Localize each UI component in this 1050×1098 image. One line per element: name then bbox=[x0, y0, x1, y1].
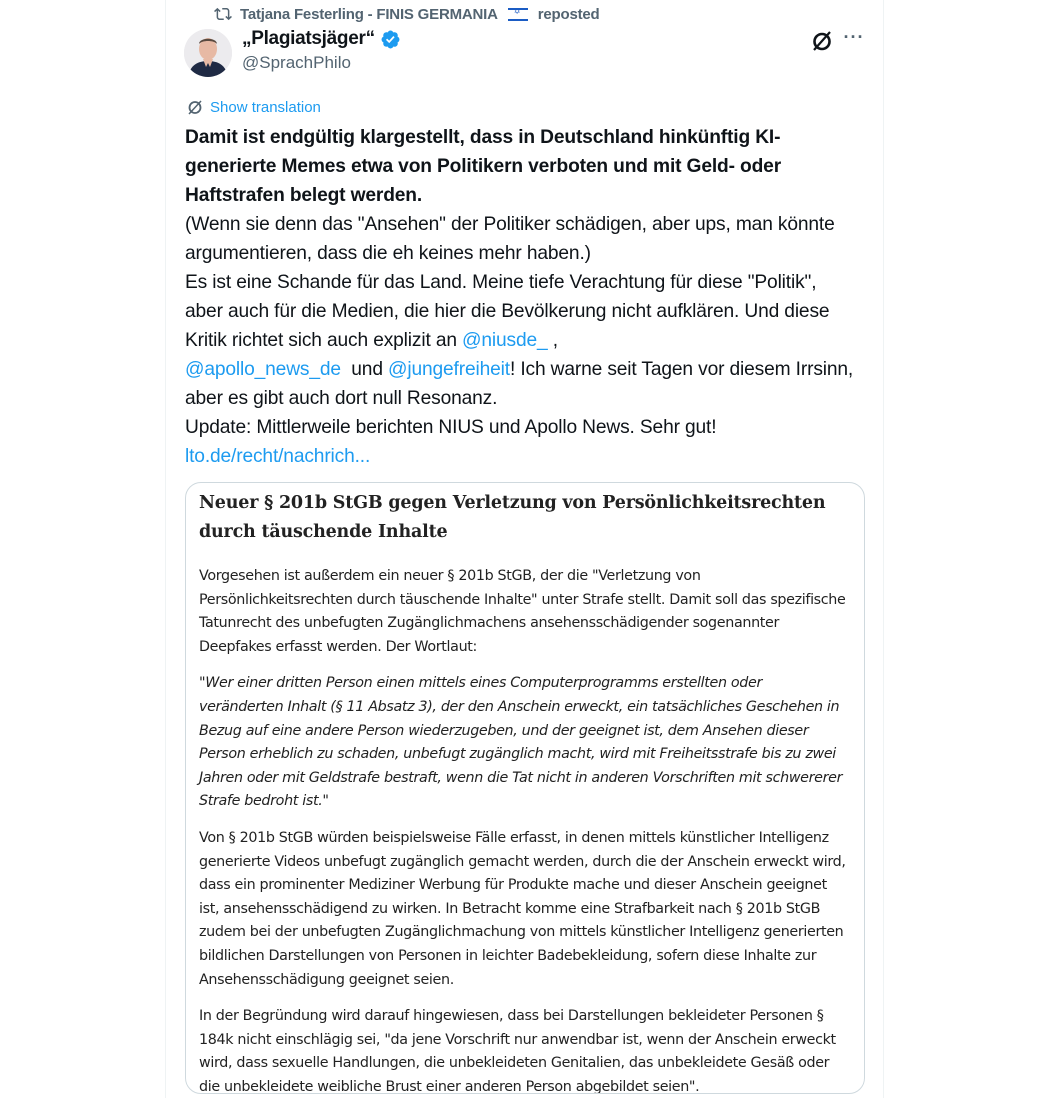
avatar-image bbox=[184, 29, 232, 77]
verified-badge-icon bbox=[380, 29, 401, 50]
show-translation-link[interactable] bbox=[186, 98, 321, 116]
tweet-text-span: und bbox=[340, 359, 389, 380]
repost-indicator[interactable] bbox=[214, 4, 600, 24]
card-paragraph-1: Vorgesehen ist außerdem ein neuer § 201b StGB, der die "Verletzung von Persönlichkeitsrechten durch täuschende Inhalte" unter Strafe stellt. Damit soll das spezifische Tatunrecht des unbefugten Zugänglichmachens ansehensschädigender sogenannter Deepfakes erfasst werden. Der Wortlaut: bbox=[199, 568, 846, 655]
more-icon[interactable]: ··· bbox=[843, 27, 865, 47]
israel-flag-icon bbox=[508, 8, 528, 21]
attached-image-card[interactable] bbox=[185, 482, 865, 1094]
card-title: Neuer § 201b StGB gegen Verletzung von Persönlichkeitsrechten durch täuschende Inhalte bbox=[199, 493, 826, 542]
mention-jungefreiheit[interactable]: @jungefreiheit bbox=[388, 359, 510, 380]
tweet-bold-paragraph: Damit ist endgültig klargestellt, dass in Deutschland hinkünftig KI-generierte Memes etwa von Politikern verboten und mit Geld- oder Haftstrafen belegt werden. bbox=[185, 127, 782, 206]
tweet-text-span: Es ist eine Schande für das Land. Meine tiefe Verachtung für diese "Politik", aber auch für die Medien, die hier die Bevölkerung nicht aufklären. Und diese Kritik richtet sich auch explizit an bbox=[185, 272, 830, 351]
tweet-column bbox=[165, 0, 884, 1098]
card-paragraph-3: In der Begründung wird darauf hingewiesen, dass bei Darstellungen bekleideter Personen § 184k nicht einschlägig sei, "da jene Vorschrift nur anwendbar ist, wenn der Anschein erweckt wird, dass sexuelle Handlungen, die unbekleideten Genitalien, das unbekleidete Gesäß oder die unbekleidete weibliche Brust einer anderen Person abgebildet seien". bbox=[199, 1008, 836, 1094]
tweet-paragraph-4: Update: Mittlerweile berichten NIUS und Apollo News. Sehr gut! bbox=[185, 417, 717, 438]
card-paragraph-2: Von § 201b StGB würden beispielsweise Fälle erfasst, in denen mittels künstlicher Intelligenz generierte Videos unbefugt zugänglich gemacht werden, durch die der Anschein erweckt wird, dass ein prominenter Mediziner Werbung für Produkte mache und dieser Anschein geeignet ist, ansehensschädigend zu wirken. In Betracht komme eine Strafbarkeit nach § 201b StGB zudem bei der unbefugten Zugänglichmachung von mittels künstlicher Intelligenz generierten bildlichen Darstellungen von Personen in leichter Badebekleidung, sofern diese Inhalte zur Ansehensschädigung geeignet seien. bbox=[199, 829, 846, 988]
article-link[interactable]: lto.de/recht/nachrich... bbox=[185, 446, 371, 467]
tweet-text-span: ! Ich warne seit Tagen vor diesem Irrsinn, aber es gibt auch dort null Resonanz. bbox=[185, 359, 854, 409]
repost-icon bbox=[214, 5, 232, 23]
translate-icon bbox=[186, 98, 204, 116]
tweet-paragraph-3 bbox=[185, 268, 855, 413]
tweet-text bbox=[185, 123, 855, 471]
avatar[interactable] bbox=[184, 29, 232, 77]
author-block bbox=[242, 28, 401, 73]
author-display-name[interactable]: „Plagiatsjäger“ bbox=[242, 28, 375, 49]
grok-icon[interactable] bbox=[809, 28, 835, 54]
repost-user[interactable]: Tatjana Festerling - FINIS GERMANIA bbox=[240, 5, 498, 23]
repost-suffix: reposted bbox=[537, 5, 600, 23]
tweet-text-span: , bbox=[547, 330, 558, 351]
tweet-paragraph-2: (Wenn sie denn das "Ansehen" der Politiker schädigen, aber ups, man könnte argumentieren, dass die eh keines mehr haben.) bbox=[185, 214, 835, 264]
author-handle[interactable]: @SprachPhilo bbox=[242, 53, 351, 72]
mention-apollo-news[interactable]: @apollo_news_de bbox=[185, 359, 341, 380]
card-quote: "Wer einer dritten Person einen mittels eines Computerprogramms erstellten oder veränderten Inhalt (§ 11 Absatz 3), der den Anschein erweckt, ein tatsächliches Geschehen in Bezug auf eine andere Person wiederzugeben, und der geeignet ist, dem Ansehen dieser Person erheblich zu schaden, unbefugt zugänglich macht, wird mit Freiheitsstrafe bis zu zwei Jahren oder mit Geldstrafe bestraft, wenn die Tat nicht in anderen Vorschriften mit schwererer Strafe bedroht ist." bbox=[199, 675, 843, 810]
show-translation-label[interactable]: Show translation bbox=[210, 98, 321, 116]
mention-niusde[interactable]: @niusde_ bbox=[462, 330, 548, 351]
